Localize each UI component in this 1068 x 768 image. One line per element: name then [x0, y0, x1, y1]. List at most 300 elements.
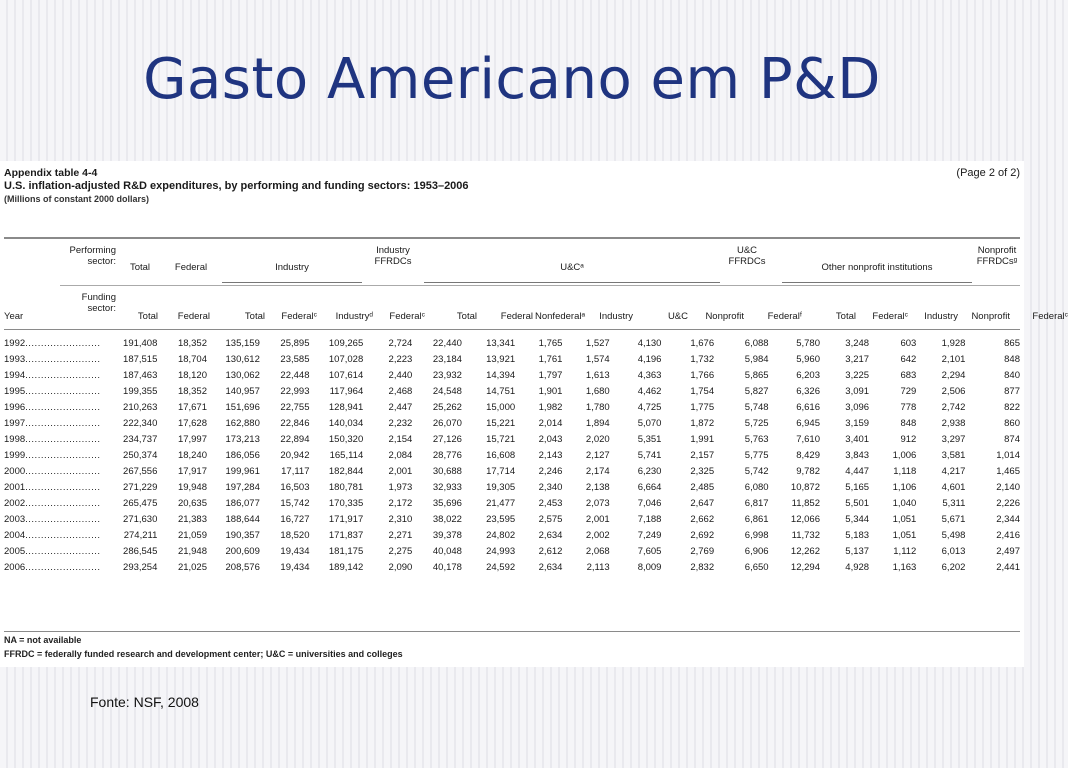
table-cell: 130,612	[225, 354, 260, 365]
column-header: Federal	[500, 311, 533, 322]
leader-dots: ........................	[25, 354, 101, 365]
table-cell: 165,114	[329, 450, 364, 461]
year-cell: 2001........................	[4, 482, 101, 493]
table-cell: 19,305	[486, 482, 516, 493]
table-cell: 21,477	[486, 498, 516, 509]
column-header: Total	[456, 311, 477, 322]
table-row	[4, 336, 1020, 352]
table-cell: 603	[900, 338, 917, 349]
table-cell: 271,229	[123, 482, 158, 493]
table-cell: 250,374	[123, 450, 158, 461]
slide-title: Gasto Americano em P&D	[143, 47, 881, 112]
leader-dots: ........................	[25, 530, 101, 541]
table-cell: 1,780	[585, 402, 610, 413]
table-id: Appendix table 4-4	[4, 167, 98, 179]
table-cell: 6,202	[941, 562, 966, 573]
table-cell: 197,284	[225, 482, 260, 493]
table-cell: 1,006	[892, 450, 917, 461]
leader-dots: ........................	[25, 498, 101, 509]
table-cell: 2,246	[538, 466, 563, 477]
column-header: Industry	[924, 311, 958, 322]
table-cell: 26,070	[432, 418, 462, 429]
table-cell: 171,917	[328, 514, 364, 525]
table-cell: 5,165	[845, 482, 870, 493]
group-industry: Industry	[275, 262, 309, 273]
table-cell: 2,832	[690, 562, 715, 573]
table-cell: 3,581	[941, 450, 966, 461]
table-cell: 2,769	[690, 546, 715, 557]
table-cell: 1,106	[892, 482, 917, 493]
table-cell: 186,077	[225, 498, 260, 509]
table-cell: 2,043	[538, 434, 563, 445]
leader-dots: ........................	[25, 562, 101, 573]
footnote-na: NA = not available	[4, 635, 82, 645]
table-cell: 23,184	[432, 354, 462, 365]
table-cell: 18,520	[280, 530, 310, 541]
table-row	[4, 544, 1020, 560]
table-cell: 6,906	[744, 546, 769, 557]
page-indicator: (Page 2 of 2)	[956, 167, 1020, 179]
year-cell: 1996........................	[4, 402, 101, 413]
table-cell: 3,248	[845, 338, 870, 349]
table-cell: 2,140	[996, 482, 1020, 493]
table-cell: 5,671	[941, 514, 966, 525]
table-cell: 7,610	[796, 434, 820, 445]
table-cell: 32,933	[432, 482, 462, 493]
table-cell: 2,084	[388, 450, 413, 461]
column-header: Nonprofit	[705, 311, 744, 322]
table-cell: 6,945	[796, 418, 820, 429]
table-cell: 18,120	[177, 370, 207, 381]
table-row	[4, 416, 1020, 432]
table-cell: 2,073	[585, 498, 610, 509]
table-cell: 2,271	[388, 530, 413, 541]
table-cell: 2,416	[996, 530, 1020, 541]
table-cell: 5,960	[796, 354, 820, 365]
table-cell: 5,748	[744, 402, 769, 413]
table-cell: 865	[1004, 338, 1020, 349]
table-cell: 16,608	[486, 450, 516, 461]
table-cell: 2,497	[996, 546, 1020, 557]
table-cell: 2,453	[538, 498, 563, 509]
table-row	[4, 528, 1020, 544]
table-cell: 2,440	[388, 370, 413, 381]
table-cell: 25,895	[280, 338, 310, 349]
leader-dots: ........................	[25, 482, 101, 493]
table-cell: 28,776	[432, 450, 462, 461]
table-cell: 5,183	[845, 530, 870, 541]
table-cell: 21,025	[177, 562, 207, 573]
table-cell: 3,401	[845, 434, 870, 445]
table-cell: 151,696	[225, 402, 260, 413]
table-cell: 15,221	[486, 418, 516, 429]
table-cell: 21,383	[177, 514, 207, 525]
leader-dots: ........................	[25, 370, 101, 381]
table-cell: 5,137	[845, 546, 870, 557]
table-cell: 5,780	[796, 338, 820, 349]
table-row	[4, 560, 1020, 576]
table-cell: 2,020	[585, 434, 610, 445]
table-cell: 1,766	[690, 370, 715, 381]
table-cell: 19,948	[177, 482, 207, 493]
group-industry-ffrdcs: Industry FFRDCs	[374, 245, 412, 267]
table-cell: 6,998	[744, 530, 769, 541]
table-cell: 267,556	[123, 466, 158, 477]
table-cell: 15,721	[486, 434, 516, 445]
table-cell: 188,644	[225, 514, 260, 525]
column-header: Total	[835, 311, 856, 322]
table-cell: 2,127	[585, 450, 610, 461]
year-cell: 2002........................	[4, 498, 101, 509]
table-cell: 18,240	[177, 450, 207, 461]
table-cell: 23,595	[486, 514, 516, 525]
table-cell: 2,226	[996, 498, 1020, 509]
table-cell: 4,363	[637, 370, 662, 381]
table-cell: 4,217	[941, 466, 966, 477]
table-cell: 5,351	[637, 434, 662, 445]
year-cell: 2004........................	[4, 530, 101, 541]
table-cell: 162,880	[225, 418, 260, 429]
table-cell: 4,725	[637, 402, 662, 413]
table-cell: 5,827	[744, 386, 769, 397]
table-cell: 14,394	[486, 370, 516, 381]
table-cell: 181,175	[328, 546, 364, 557]
column-header: Federalᶠ	[767, 311, 802, 322]
table-cell: 24,592	[486, 562, 516, 573]
table-row	[4, 384, 1020, 400]
table-cell: 2,001	[388, 466, 413, 477]
table-cell: 38,022	[432, 514, 462, 525]
table-row	[4, 432, 1020, 448]
table-cell: 2,232	[388, 418, 413, 429]
table-cell: 3,159	[845, 418, 870, 429]
table-cell: 8,429	[796, 450, 820, 461]
table-cell: 2,662	[690, 514, 715, 525]
table-cell: 5,742	[744, 466, 769, 477]
table-cell: 208,576	[225, 562, 260, 573]
leader-dots: ........................	[25, 402, 101, 413]
table-cell: 6,326	[796, 386, 820, 397]
table-cell: 2,692	[690, 530, 715, 541]
table-cell: 10,872	[790, 482, 820, 493]
table-cell: 874	[1004, 434, 1020, 445]
table-cell: 22,448	[280, 370, 310, 381]
year-cell: 1994........................	[4, 370, 101, 381]
table-cell: 107,028	[328, 354, 364, 365]
group-uc-ffrdcs: U&C FFRDCs	[728, 245, 766, 267]
table-cell: 1,465	[996, 466, 1020, 477]
table-cell: 6,616	[796, 402, 820, 413]
column-header: Federalᶜ	[281, 311, 317, 322]
column-header: U&C	[667, 311, 688, 322]
table-cell: 1,613	[585, 370, 610, 381]
table-cell: 1,894	[585, 418, 610, 429]
table-cell: 2,647	[690, 498, 715, 509]
table-cell: 2,634	[538, 562, 563, 573]
table-cell: 35,696	[432, 498, 462, 509]
table-cell: 19,434	[280, 562, 310, 573]
table-cell: 140,957	[225, 386, 260, 397]
table-cell: 40,178	[432, 562, 462, 573]
leader-dots: ........................	[25, 338, 101, 349]
table-cell: 293,254	[123, 562, 158, 573]
table-cell: 11,852	[791, 498, 820, 509]
table-cell: 2,068	[585, 546, 610, 557]
table-cell: 17,917	[177, 466, 207, 477]
table-row	[4, 352, 1020, 368]
table-cell: 5,984	[744, 354, 769, 365]
table-cell: 2,325	[690, 466, 715, 477]
year-cell: 2003........................	[4, 514, 101, 525]
table-cell: 822	[1004, 402, 1020, 413]
table-cell: 2,172	[388, 498, 413, 509]
table-cell: 1,676	[690, 338, 715, 349]
leader-dots: ........................	[25, 546, 101, 557]
table-cell: 2,441	[996, 562, 1020, 573]
table-cell: 25,262	[432, 402, 462, 413]
table-cell: 4,130	[637, 338, 662, 349]
table-cell: 6,861	[744, 514, 769, 525]
table-cell: 21,059	[177, 530, 207, 541]
table-cell: 6,203	[796, 370, 820, 381]
year-cell: 1995........................	[4, 386, 101, 397]
table-cell: 1,118	[893, 466, 917, 477]
group-nonprofit-ffrdcs: Nonprofit FFRDCsᵍ	[976, 245, 1018, 267]
table-cell: 2,223	[388, 354, 413, 365]
table-cell: 180,781	[328, 482, 364, 493]
year-cell: 1998........................	[4, 434, 101, 445]
table-cell: 2,294	[941, 370, 966, 381]
table-cell: 2,101	[941, 354, 966, 365]
table-cell: 1,163	[892, 562, 917, 573]
group-uc: U&Cᵃ	[560, 262, 584, 273]
table-cell: 3,225	[845, 370, 870, 381]
table-cell: 187,463	[123, 370, 158, 381]
table-bottom-rule	[4, 631, 1020, 632]
table-cell: 848	[900, 418, 917, 429]
table-cell: 39,378	[432, 530, 462, 541]
table-cell: 187,515	[123, 354, 158, 365]
table-cell: 186,056	[225, 450, 260, 461]
table-cell: 2,275	[388, 546, 413, 557]
table-cell: 3,217	[845, 354, 870, 365]
table-cell: 2,468	[388, 386, 413, 397]
table-cell: 6,817	[744, 498, 769, 509]
table-cell: 2,138	[585, 482, 610, 493]
table-cell: 12,262	[790, 546, 820, 557]
table-cell: 12,294	[790, 562, 820, 573]
table-cell: 778	[900, 402, 917, 413]
table-cell: 24,548	[432, 386, 462, 397]
table-cell: 7,188	[637, 514, 662, 525]
table-cell: 1,775	[690, 402, 715, 413]
table-cell: 19,434	[280, 546, 310, 557]
table-cell: 135,159	[225, 338, 260, 349]
column-header: Federal	[177, 311, 210, 322]
table-row	[4, 512, 1020, 528]
table-cell: 20,635	[177, 498, 207, 509]
table-cell: 5,775	[744, 450, 769, 461]
table-cell: 6,650	[744, 562, 769, 573]
table-cell: 171,837	[328, 530, 364, 541]
leader-dots: ........................	[25, 418, 101, 429]
table-cell: 912	[900, 434, 917, 445]
table-cell: 2,157	[690, 450, 715, 461]
table-cell: 13,921	[486, 354, 516, 365]
table-cell: 848	[1004, 354, 1020, 365]
table-cell: 9,782	[796, 466, 820, 477]
table-cell: 265,475	[123, 498, 158, 509]
table-cell: 199,355	[123, 386, 158, 397]
table-cell: 15,000	[486, 402, 516, 413]
table-cell: 5,725	[744, 418, 769, 429]
table-cell: 140,034	[328, 418, 364, 429]
table-cell: 5,070	[637, 418, 662, 429]
table-cell: 22,440	[432, 338, 462, 349]
table-cell: 117,964	[329, 386, 364, 397]
table-cell: 2,002	[585, 530, 610, 541]
table-cell: 22,755	[280, 402, 310, 413]
table-cell: 877	[1004, 386, 1020, 397]
table-cell: 189,142	[328, 562, 364, 573]
table-cell: 2,001	[585, 514, 610, 525]
funding-sector-label: Funding sector:	[81, 292, 116, 314]
table-cell: 286,545	[123, 546, 158, 557]
table-cell: 2,485	[690, 482, 715, 493]
table-cell: 1,765	[538, 338, 563, 349]
table-cell: 4,601	[941, 482, 966, 493]
column-header: Industryᵈ	[335, 311, 373, 322]
table-cell: 1,991	[690, 434, 715, 445]
column-header: Nonfederalᵃ	[535, 311, 586, 322]
year-cell: 1997........................	[4, 418, 101, 429]
table-cell: 24,802	[486, 530, 516, 541]
year-label: Year	[4, 311, 24, 322]
table-cell: 5,763	[744, 434, 769, 445]
table-cell: 1,901	[538, 386, 563, 397]
table-cell: 1,014	[996, 450, 1020, 461]
column-header: Federalᶜ	[872, 311, 908, 322]
table-cell: 7,249	[637, 530, 662, 541]
table-cell: 8,009	[637, 562, 662, 573]
table-cell: 109,265	[328, 338, 364, 349]
footnote-ffrdc: FFRDC = federally funded research and development center; U&C = universities and colleges	[4, 649, 403, 659]
header-top-rule	[4, 237, 1020, 239]
table-row	[4, 368, 1020, 384]
table-cell: 17,628	[177, 418, 207, 429]
table-cell: 1,872	[690, 418, 715, 429]
table-row	[4, 480, 1020, 496]
table-cell: 1,574	[585, 354, 610, 365]
leader-dots: ........................	[25, 434, 101, 445]
table-cell: 5,865	[744, 370, 769, 381]
table-cell: 274,211	[123, 530, 158, 541]
column-header: Nonprofit	[971, 311, 1010, 322]
table-cell: 21,948	[177, 546, 207, 557]
table-cell: 3,297	[941, 434, 966, 445]
table-cell: 2,506	[941, 386, 966, 397]
table-cell: 2,612	[538, 546, 563, 557]
table-cell: 13,341	[486, 338, 516, 349]
table-cell: 107,614	[328, 370, 364, 381]
performing-sector-label: Performing sector:	[69, 245, 116, 267]
year-cell: 1993........................	[4, 354, 101, 365]
leader-dots: ........................	[25, 466, 101, 477]
table-cell: 18,352	[177, 338, 207, 349]
table-cell: 2,310	[388, 514, 413, 525]
column-header: Total	[244, 311, 265, 322]
table-cell: 22,894	[280, 434, 310, 445]
table-cell: 3,091	[845, 386, 870, 397]
table-cell: 2,742	[941, 402, 966, 413]
table-cell: 12,066	[790, 514, 820, 525]
table-cell: 1,928	[941, 338, 966, 349]
table-cell: 1,982	[538, 402, 563, 413]
table-cell: 190,357	[225, 530, 260, 541]
table-cell: 17,117	[281, 466, 310, 477]
table-cell: 128,941	[328, 402, 364, 413]
table-cell: 234,737	[123, 434, 158, 445]
table-cell: 2,634	[538, 530, 563, 541]
group-other-nonprofit: Other nonprofit institutions	[821, 262, 933, 273]
table-cell: 1,051	[892, 514, 917, 525]
table-cell: 4,462	[637, 386, 662, 397]
table-cell: 2,014	[538, 418, 563, 429]
table-cell: 18,352	[177, 386, 207, 397]
table-cell: 7,605	[637, 546, 662, 557]
table-cell: 1,797	[538, 370, 563, 381]
table-cell: 1,754	[690, 386, 715, 397]
table-title: U.S. inflation-adjusted R&D expenditures, by performing and funding sectors: 1953–2006	[4, 180, 469, 192]
table-cell: 2,154	[388, 434, 413, 445]
table-cell: 6,664	[637, 482, 662, 493]
year-cell: 1999........................	[4, 450, 101, 461]
table-cell: 24,993	[486, 546, 516, 557]
table-cell: 5,311	[942, 498, 966, 509]
column-header: Total	[137, 311, 158, 322]
group-other-nonprofit-underline	[782, 282, 972, 283]
group-industry-underline	[222, 282, 362, 283]
table-cell: 1,040	[892, 498, 917, 509]
table-cell: 170,335	[328, 498, 364, 509]
table-cell: 22,846	[280, 418, 310, 429]
table-cell: 6,230	[637, 466, 662, 477]
table-cell: 150,320	[328, 434, 364, 445]
table-row	[4, 448, 1020, 464]
table-cell: 840	[1004, 370, 1020, 381]
table-cell: 2,344	[996, 514, 1020, 525]
table-cell: 683	[900, 370, 917, 381]
table-cell: 3,096	[845, 402, 870, 413]
table-cell: 182,844	[328, 466, 364, 477]
table-cell: 222,340	[123, 418, 158, 429]
table-cell: 17,997	[177, 434, 207, 445]
table-cell: 2,113	[586, 562, 610, 573]
table-cell: 15,742	[280, 498, 310, 509]
table-cell: 173,213	[225, 434, 260, 445]
table-cell: 4,447	[845, 466, 870, 477]
table-cell: 1,973	[388, 482, 413, 493]
year-cell: 2005........................	[4, 546, 101, 557]
table-cell: 191,408	[123, 338, 158, 349]
table-cell: 200,609	[225, 546, 260, 557]
table-cell: 14,751	[486, 386, 516, 397]
leader-dots: ........................	[25, 450, 101, 461]
table-cell: 2,143	[538, 450, 563, 461]
header-bottom-rule	[4, 329, 1020, 330]
table-cell: 1,761	[538, 354, 563, 365]
table-cell: 40,048	[432, 546, 462, 557]
